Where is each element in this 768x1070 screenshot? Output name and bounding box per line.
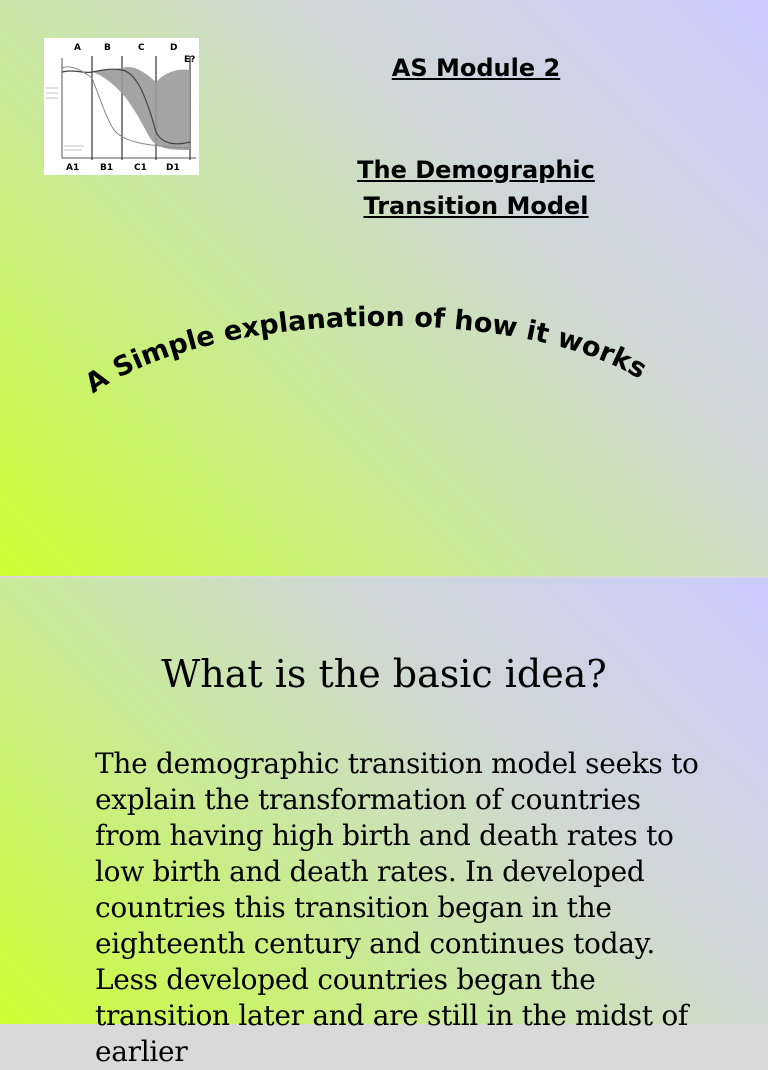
slide-heading: What is the basic idea? bbox=[161, 652, 607, 696]
stage-label-a: A bbox=[74, 43, 81, 53]
stage-label-b1: B1 bbox=[100, 163, 114, 173]
content-slide bbox=[0, 578, 768, 1068]
stage-label-e: E? bbox=[184, 55, 196, 65]
topic-title: The Demographic Transition Model bbox=[357, 156, 595, 220]
stage-label-b: B bbox=[104, 43, 111, 53]
stage-label-c: C bbox=[138, 43, 145, 53]
stage-label-a1: A1 bbox=[66, 163, 80, 173]
stage-label-c1: C1 bbox=[134, 163, 147, 173]
arc-caption-text: A Simple explanation of how it works bbox=[79, 301, 652, 400]
slide-body-text: The demographic transition model seeks to explain the transformation of countries from having high birth and death rates to low birth and death rates. In developed countries this transition began in the eighteenth century and continues today. Less developed countries began the transition later and are still in the midst of earlier bbox=[95, 747, 699, 1068]
svg-text:A Simple explanation of how it bbox=[80, 302, 652, 400]
stage-label-d: D bbox=[170, 43, 178, 53]
module-title: AS Module 2 bbox=[391, 54, 561, 82]
stage-label-d1: D1 bbox=[166, 163, 180, 173]
